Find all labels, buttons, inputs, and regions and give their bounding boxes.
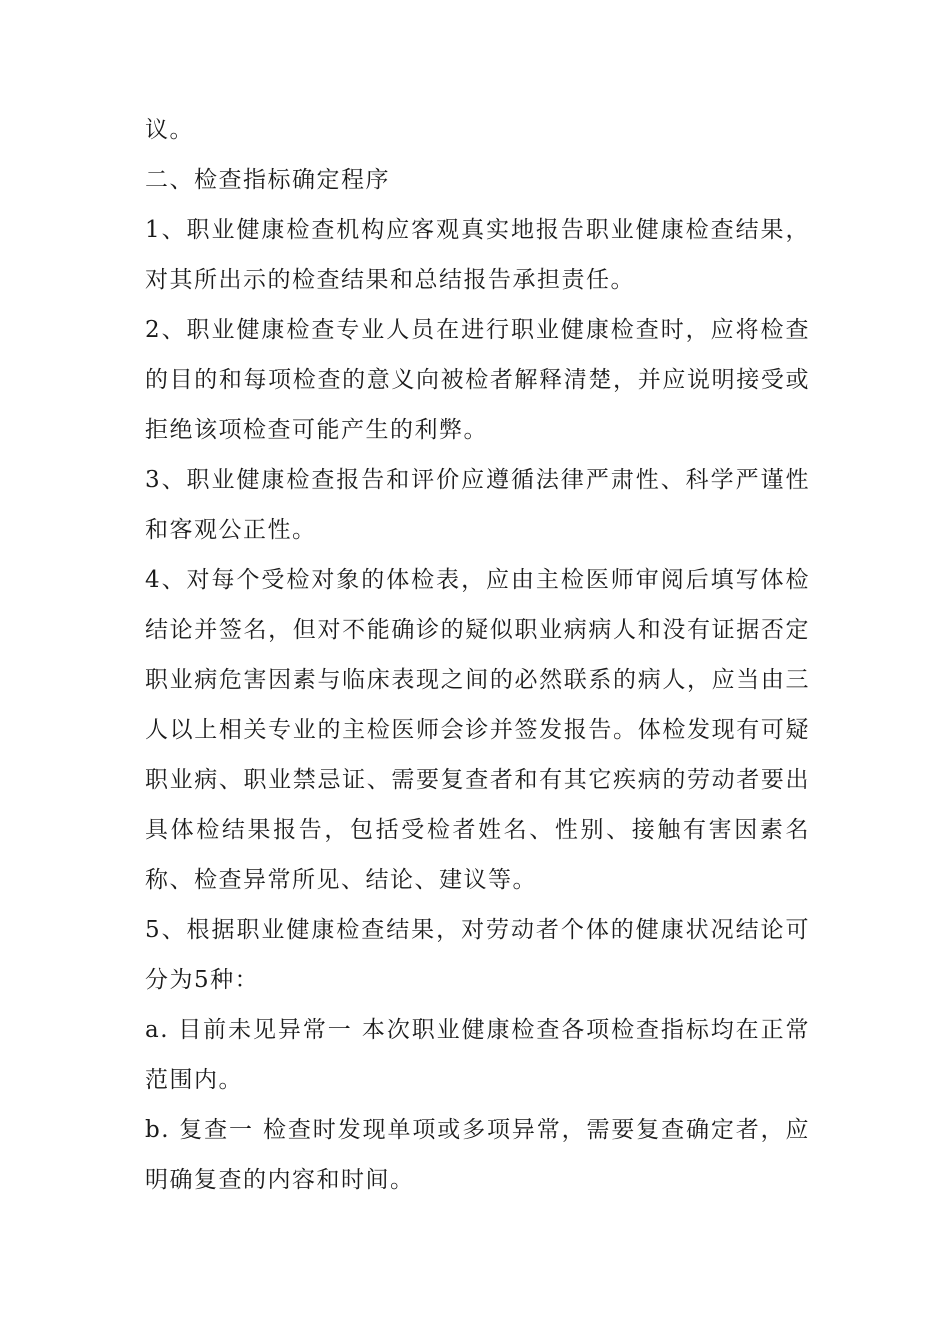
paragraph-item-2: 2、职业健康检查专业人员在进行职业健康检查时，应将检查的目的和每项检查的意义向被检者解释清楚，并应说明接受或拒绝该项检查可能产生的利弊。 bbox=[145, 317, 810, 443]
paragraph-item-a: a. 目前未见异常一 本次职业健康检查各项检查指标均在正常范围内。 bbox=[145, 1017, 810, 1093]
paragraph-item-4: 4、对每个受检对象的体检表，应由主检医师审阅后填写体检结论并签名，但对不能确诊的疑似职业病病人和没有证据否定职业病危害因素与临床表现之间的必然联系的病人，应当由三人以上相关专业的主检医师会诊并签发报告。体检发现有可疑职业病、职业禁忌证、需要复查者和有其它疾病的劳动者要出具体检结果报告，包括受检者姓名、性别、接触有害因素名称、检查异常所见、结论、建议等。 bbox=[145, 567, 810, 893]
paragraph-item-1: 1、职业健康检查机构应客观真实地报告职业健康检查结果，对其所出示的检查结果和总结报告承担责任。 bbox=[145, 217, 810, 293]
paragraph-item-b: b. 复查一 检查时发现单项或多项异常，需要复查确定者，应明确复查的内容和时间。 bbox=[145, 1117, 810, 1193]
paragraph-continuation: 议。 bbox=[145, 117, 194, 143]
paragraph-item-5: 5、根据职业健康检查结果，对劳动者个体的健康状况结论可分为5种： bbox=[145, 917, 810, 993]
document-body bbox=[145, 105, 810, 1205]
section-heading-inspection-procedure: 二、检查指标确定程序 bbox=[145, 167, 390, 193]
paragraph-item-3: 3、职业健康检查报告和评价应遵循法律严肃性、科学严谨性和客观公正性。 bbox=[145, 467, 810, 543]
